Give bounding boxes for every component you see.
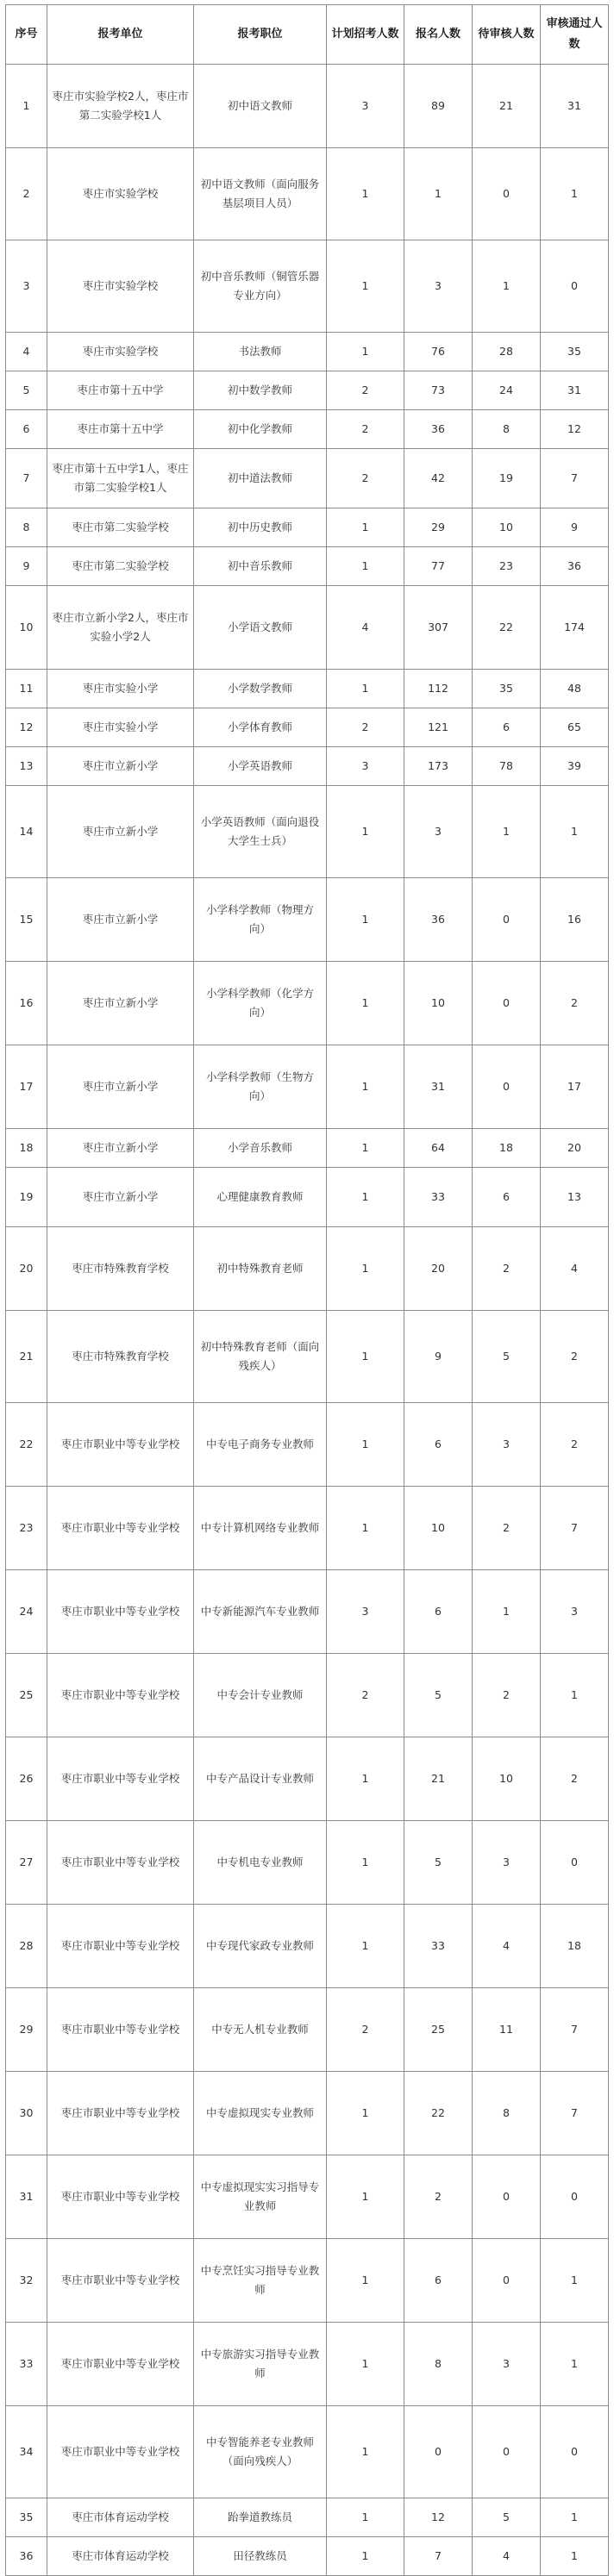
cell-no: 3 [6, 240, 47, 333]
cell-approved: 7 [541, 1487, 609, 1570]
table-row [6, 148, 609, 240]
cell-approved: 7 [541, 1988, 609, 2072]
cell-pending: 22 [473, 586, 541, 670]
cell-no: 26 [6, 1737, 47, 1821]
table-row [6, 670, 609, 708]
cell-plan: 1 [327, 1227, 404, 1311]
header-unit: 报考单位 [47, 5, 194, 65]
table-row [6, 1227, 609, 1311]
cell-approved: 18 [541, 1905, 609, 1988]
cell-plan: 1 [327, 1045, 404, 1129]
cell-no: 16 [6, 962, 47, 1045]
cell-unit: 枣庄市第十五中学 [47, 371, 194, 410]
cell-unit: 枣庄市职业中等专业学校 [47, 1654, 194, 1737]
cell-position: 中专产品设计专业教师 [194, 1737, 327, 1821]
cell-approved: 31 [541, 371, 609, 410]
cell-applied: 9 [404, 1311, 473, 1403]
cell-applied: 42 [404, 449, 473, 508]
cell-applied: 22 [404, 2072, 473, 2155]
registration-table [5, 4, 609, 2576]
cell-plan: 1 [327, 1403, 404, 1487]
cell-plan: 1 [327, 1311, 404, 1403]
cell-approved: 7 [541, 449, 609, 508]
cell-unit: 枣庄市体育运动学校 [47, 2498, 194, 2537]
cell-plan: 3 [327, 65, 404, 148]
cell-applied: 121 [404, 708, 473, 747]
table-row [6, 1168, 609, 1227]
cell-no: 6 [6, 410, 47, 449]
table-row [6, 962, 609, 1045]
cell-applied: 12 [404, 2498, 473, 2537]
cell-plan: 1 [327, 1129, 404, 1168]
cell-no: 19 [6, 1168, 47, 1227]
cell-plan: 1 [327, 2537, 404, 2576]
cell-plan: 1 [327, 670, 404, 708]
cell-position: 书法教师 [194, 333, 327, 371]
cell-applied: 36 [404, 410, 473, 449]
cell-no: 35 [6, 2498, 47, 2537]
cell-unit: 枣庄市职业中等专业学校 [47, 1988, 194, 2072]
cell-unit: 枣庄市第十五中学1人，枣庄市第二实验学校1人 [47, 449, 194, 508]
cell-applied: 73 [404, 371, 473, 410]
cell-unit: 枣庄市立新小学 [47, 747, 194, 786]
table-row [6, 1821, 609, 1905]
table-row [6, 1045, 609, 1129]
cell-no: 5 [6, 371, 47, 410]
cell-plan: 1 [327, 2498, 404, 2537]
cell-applied: 307 [404, 586, 473, 670]
cell-unit: 枣庄市职业中等专业学校 [47, 1905, 194, 1988]
cell-applied: 8 [404, 2323, 473, 2406]
cell-unit: 枣庄市立新小学 [47, 1045, 194, 1129]
cell-approved: 36 [541, 547, 609, 586]
cell-unit: 枣庄市立新小学 [47, 1168, 194, 1227]
cell-unit: 枣庄市立新小学 [47, 962, 194, 1045]
cell-no: 36 [6, 2537, 47, 2576]
cell-pending: 2 [473, 1487, 541, 1570]
cell-approved: 174 [541, 586, 609, 670]
table-row [6, 1570, 609, 1654]
cell-position: 初中数学教师 [194, 371, 327, 410]
cell-no: 10 [6, 586, 47, 670]
cell-approved: 2 [541, 1403, 609, 1487]
table-row [6, 1487, 609, 1570]
cell-unit: 枣庄市体育运动学校 [47, 2537, 194, 2576]
cell-position: 小学数学教师 [194, 670, 327, 708]
table-row [6, 449, 609, 508]
cell-approved: 65 [541, 708, 609, 747]
cell-no: 25 [6, 1654, 47, 1737]
cell-pending: 21 [473, 65, 541, 148]
cell-pending: 11 [473, 1988, 541, 2072]
cell-pending: 4 [473, 2537, 541, 2576]
cell-applied: 6 [404, 1403, 473, 1487]
table-row [6, 2072, 609, 2155]
cell-unit: 枣庄市职业中等专业学校 [47, 2323, 194, 2406]
cell-no: 29 [6, 1988, 47, 2072]
cell-plan: 1 [327, 1487, 404, 1570]
cell-applied: 1 [404, 148, 473, 240]
cell-pending: 0 [473, 2239, 541, 2323]
table-row [6, 586, 609, 670]
cell-position: 中专计算机网络专业教师 [194, 1487, 327, 1570]
cell-approved: 31 [541, 65, 609, 148]
cell-plan: 1 [327, 148, 404, 240]
table-row [6, 2537, 609, 2576]
cell-position: 小学科学教师（化学方向） [194, 962, 327, 1045]
cell-no: 22 [6, 1403, 47, 1487]
cell-unit: 枣庄市实验学校 [47, 148, 194, 240]
cell-position: 中专旅游实习指导专业教师 [194, 2323, 327, 2406]
cell-unit: 枣庄市职业中等专业学校 [47, 1487, 194, 1570]
cell-applied: 0 [404, 2406, 473, 2498]
cell-pending: 5 [473, 1311, 541, 1403]
cell-no: 13 [6, 747, 47, 786]
cell-position: 初中化学教师 [194, 410, 327, 449]
cell-pending: 0 [473, 2155, 541, 2239]
cell-plan: 3 [327, 747, 404, 786]
cell-pending: 24 [473, 371, 541, 410]
table-row [6, 1737, 609, 1821]
cell-position: 初中音乐教师 [194, 547, 327, 586]
table-row [6, 1988, 609, 2072]
table-row [6, 2155, 609, 2239]
cell-applied: 33 [404, 1168, 473, 1227]
cell-unit: 枣庄市职业中等专业学校 [47, 2072, 194, 2155]
cell-pending: 78 [473, 747, 541, 786]
cell-approved: 16 [541, 878, 609, 962]
cell-position: 中专电子商务专业教师 [194, 1403, 327, 1487]
cell-approved: 0 [541, 240, 609, 333]
cell-position: 初中道法教师 [194, 449, 327, 508]
header-position: 报考职位 [194, 5, 327, 65]
table-row [6, 708, 609, 747]
table-row [6, 2239, 609, 2323]
cell-no: 21 [6, 1311, 47, 1403]
table-row [6, 878, 609, 962]
cell-unit: 枣庄市实验小学 [47, 708, 194, 747]
cell-pending: 4 [473, 1905, 541, 1988]
cell-pending: 3 [473, 2323, 541, 2406]
cell-no: 20 [6, 1227, 47, 1311]
cell-approved: 2 [541, 1311, 609, 1403]
cell-pending: 10 [473, 508, 541, 547]
cell-approved: 17 [541, 1045, 609, 1129]
cell-approved: 20 [541, 1129, 609, 1168]
cell-applied: 33 [404, 1905, 473, 1988]
cell-position: 小学科学教师（物理方向） [194, 878, 327, 962]
cell-plan: 1 [327, 2323, 404, 2406]
cell-applied: 20 [404, 1227, 473, 1311]
cell-position: 心理健康教育教师 [194, 1168, 327, 1227]
table-row [6, 747, 609, 786]
header-row [6, 5, 609, 65]
cell-plan: 1 [327, 1905, 404, 1988]
table-row [6, 1403, 609, 1487]
cell-approved: 39 [541, 747, 609, 786]
header-approved: 审核通过人数 [541, 5, 609, 65]
cell-approved: 12 [541, 410, 609, 449]
cell-position: 跆拳道教练员 [194, 2498, 327, 2537]
cell-plan: 2 [327, 1988, 404, 2072]
cell-plan: 1 [327, 1737, 404, 1821]
cell-no: 24 [6, 1570, 47, 1654]
cell-position: 小学科学教师（生物方向） [194, 1045, 327, 1129]
table-row [6, 410, 609, 449]
cell-unit: 枣庄市立新小学2人，枣庄市实验小学2人 [47, 586, 194, 670]
cell-no: 30 [6, 2072, 47, 2155]
cell-no: 9 [6, 547, 47, 586]
table-row [6, 240, 609, 333]
cell-position: 中专新能源汽车专业教师 [194, 1570, 327, 1654]
cell-unit: 枣庄市职业中等专业学校 [47, 1403, 194, 1487]
cell-applied: 21 [404, 1737, 473, 1821]
cell-approved: 4 [541, 1227, 609, 1311]
cell-applied: 7 [404, 2537, 473, 2576]
cell-no: 17 [6, 1045, 47, 1129]
cell-pending: 0 [473, 962, 541, 1045]
cell-applied: 36 [404, 878, 473, 962]
cell-no: 32 [6, 2239, 47, 2323]
cell-position: 田径教练员 [194, 2537, 327, 2576]
cell-no: 31 [6, 2155, 47, 2239]
cell-no: 7 [6, 449, 47, 508]
cell-unit: 枣庄市立新小学 [47, 786, 194, 878]
cell-applied: 6 [404, 2239, 473, 2323]
cell-pending: 3 [473, 1403, 541, 1487]
cell-approved: 3 [541, 1570, 609, 1654]
cell-approved: 1 [541, 1654, 609, 1737]
cell-approved: 7 [541, 2072, 609, 2155]
cell-no: 12 [6, 708, 47, 747]
cell-approved: 2 [541, 962, 609, 1045]
cell-position: 初中特殊教育老师（面向残疾人） [194, 1311, 327, 1403]
cell-plan: 1 [327, 1168, 404, 1227]
cell-pending: 2 [473, 1227, 541, 1311]
table-body [6, 65, 609, 2576]
cell-unit: 枣庄市特殊教育学校 [47, 1311, 194, 1403]
cell-pending: 6 [473, 1168, 541, 1227]
cell-approved: 1 [541, 2323, 609, 2406]
cell-plan: 2 [327, 371, 404, 410]
cell-position: 中专虚拟现实专业教师 [194, 2072, 327, 2155]
cell-applied: 173 [404, 747, 473, 786]
cell-unit: 枣庄市职业中等专业学校 [47, 1821, 194, 1905]
cell-no: 15 [6, 878, 47, 962]
cell-position: 初中语文教师 [194, 65, 327, 148]
cell-applied: 25 [404, 1988, 473, 2072]
cell-position: 中专烹饪实习指导专业教师 [194, 2239, 327, 2323]
cell-pending: 0 [473, 2406, 541, 2498]
cell-position: 小学英语教师（面向退役大学生士兵） [194, 786, 327, 878]
cell-pending: 10 [473, 1737, 541, 1821]
table-row [6, 1905, 609, 1988]
cell-unit: 枣庄市职业中等专业学校 [47, 2406, 194, 2498]
cell-position: 中专无人机专业教师 [194, 1988, 327, 2072]
cell-applied: 6 [404, 1570, 473, 1654]
table-row [6, 547, 609, 586]
table-row [6, 65, 609, 148]
cell-no: 1 [6, 65, 47, 148]
cell-plan: 1 [327, 786, 404, 878]
cell-applied: 2 [404, 2155, 473, 2239]
cell-plan: 2 [327, 708, 404, 747]
cell-unit: 枣庄市第二实验学校 [47, 508, 194, 547]
cell-unit: 枣庄市实验学校 [47, 333, 194, 371]
cell-approved: 0 [541, 2155, 609, 2239]
cell-pending: 8 [473, 2072, 541, 2155]
cell-pending: 35 [473, 670, 541, 708]
cell-approved: 48 [541, 670, 609, 708]
cell-position: 初中音乐教师（铜管乐器专业方向） [194, 240, 327, 333]
cell-pending: 23 [473, 547, 541, 586]
header-applied: 报名人数 [404, 5, 473, 65]
cell-no: 34 [6, 2406, 47, 2498]
table-row [6, 333, 609, 371]
cell-pending: 1 [473, 1570, 541, 1654]
cell-unit: 枣庄市特殊教育学校 [47, 1227, 194, 1311]
cell-plan: 1 [327, 547, 404, 586]
cell-approved: 1 [541, 148, 609, 240]
cell-unit: 枣庄市第二实验学校 [47, 547, 194, 586]
table-row [6, 786, 609, 878]
cell-plan: 1 [327, 240, 404, 333]
cell-approved: 1 [541, 2498, 609, 2537]
cell-applied: 3 [404, 786, 473, 878]
cell-approved: 0 [541, 2406, 609, 2498]
cell-no: 11 [6, 670, 47, 708]
cell-pending: 5 [473, 2498, 541, 2537]
cell-applied: 77 [404, 547, 473, 586]
cell-no: 33 [6, 2323, 47, 2406]
cell-plan: 2 [327, 1654, 404, 1737]
cell-approved: 0 [541, 1821, 609, 1905]
cell-no: 18 [6, 1129, 47, 1168]
cell-applied: 10 [404, 1487, 473, 1570]
cell-unit: 枣庄市实验学校 [47, 240, 194, 333]
cell-pending: 0 [473, 1045, 541, 1129]
cell-approved: 13 [541, 1168, 609, 1227]
cell-no: 8 [6, 508, 47, 547]
cell-pending: 3 [473, 1821, 541, 1905]
cell-approved: 1 [541, 2537, 609, 2576]
cell-pending: 0 [473, 878, 541, 962]
table-row [6, 1311, 609, 1403]
cell-plan: 1 [327, 2406, 404, 2498]
cell-unit: 枣庄市职业中等专业学校 [47, 1570, 194, 1654]
cell-approved: 2 [541, 1737, 609, 1821]
table-row [6, 371, 609, 410]
cell-applied: 29 [404, 508, 473, 547]
cell-position: 初中语文教师（面向服务基层项目人员） [194, 148, 327, 240]
cell-applied: 112 [404, 670, 473, 708]
cell-no: 23 [6, 1487, 47, 1570]
cell-plan: 1 [327, 2239, 404, 2323]
table-row [6, 2323, 609, 2406]
cell-unit: 枣庄市立新小学 [47, 878, 194, 962]
cell-pending: 18 [473, 1129, 541, 1168]
cell-applied: 64 [404, 1129, 473, 1168]
cell-no: 14 [6, 786, 47, 878]
header-pending: 待审核人数 [473, 5, 541, 65]
cell-plan: 1 [327, 2072, 404, 2155]
cell-applied: 31 [404, 1045, 473, 1129]
cell-applied: 3 [404, 240, 473, 333]
cell-pending: 28 [473, 333, 541, 371]
cell-position: 中专虚拟现实实习指导专业教师 [194, 2155, 327, 2239]
cell-applied: 5 [404, 1821, 473, 1905]
cell-position: 中专智能养老专业教师（面向残疾人） [194, 2406, 327, 2498]
cell-plan: 3 [327, 1570, 404, 1654]
cell-position: 小学语文教师 [194, 586, 327, 670]
table-row [6, 1654, 609, 1737]
cell-plan: 1 [327, 878, 404, 962]
cell-pending: 2 [473, 1654, 541, 1737]
cell-position: 小学英语教师 [194, 747, 327, 786]
cell-applied: 5 [404, 1654, 473, 1737]
header-no: 序号 [6, 5, 47, 65]
cell-pending: 6 [473, 708, 541, 747]
cell-position: 中专现代家政专业教师 [194, 1905, 327, 1988]
cell-plan: 4 [327, 586, 404, 670]
cell-approved: 1 [541, 786, 609, 878]
cell-applied: 89 [404, 65, 473, 148]
cell-plan: 2 [327, 449, 404, 508]
header-plan: 计划招考人数 [327, 5, 404, 65]
cell-unit: 枣庄市第十五中学 [47, 410, 194, 449]
cell-pending: 1 [473, 786, 541, 878]
cell-unit: 枣庄市实验学校2人，枣庄市第二实验学校1人 [47, 65, 194, 148]
cell-plan: 2 [327, 410, 404, 449]
cell-position: 小学音乐教师 [194, 1129, 327, 1168]
cell-unit: 枣庄市职业中等专业学校 [47, 2239, 194, 2323]
cell-pending: 0 [473, 148, 541, 240]
cell-pending: 19 [473, 449, 541, 508]
cell-no: 28 [6, 1905, 47, 1988]
cell-no: 27 [6, 1821, 47, 1905]
cell-applied: 76 [404, 333, 473, 371]
cell-position: 初中历史教师 [194, 508, 327, 547]
table-row [6, 2498, 609, 2537]
cell-no: 2 [6, 148, 47, 240]
cell-plan: 1 [327, 2155, 404, 2239]
cell-no: 4 [6, 333, 47, 371]
cell-position: 初中特殊教育老师 [194, 1227, 327, 1311]
cell-pending: 1 [473, 240, 541, 333]
cell-plan: 1 [327, 333, 404, 371]
table-row [6, 1129, 609, 1168]
cell-plan: 1 [327, 962, 404, 1045]
cell-approved: 35 [541, 333, 609, 371]
cell-position: 中专会计专业教师 [194, 1654, 327, 1737]
cell-unit: 枣庄市职业中等专业学校 [47, 1737, 194, 1821]
cell-position: 中专机电专业教师 [194, 1821, 327, 1905]
cell-plan: 1 [327, 1821, 404, 1905]
cell-position: 小学体育教师 [194, 708, 327, 747]
cell-unit: 枣庄市职业中等专业学校 [47, 2155, 194, 2239]
cell-unit: 枣庄市实验小学 [47, 670, 194, 708]
cell-approved: 1 [541, 2239, 609, 2323]
cell-unit: 枣庄市立新小学 [47, 1129, 194, 1168]
cell-pending: 8 [473, 410, 541, 449]
cell-approved: 9 [541, 508, 609, 547]
cell-plan: 1 [327, 508, 404, 547]
cell-applied: 10 [404, 962, 473, 1045]
table-row [6, 508, 609, 547]
table-row [6, 2406, 609, 2498]
